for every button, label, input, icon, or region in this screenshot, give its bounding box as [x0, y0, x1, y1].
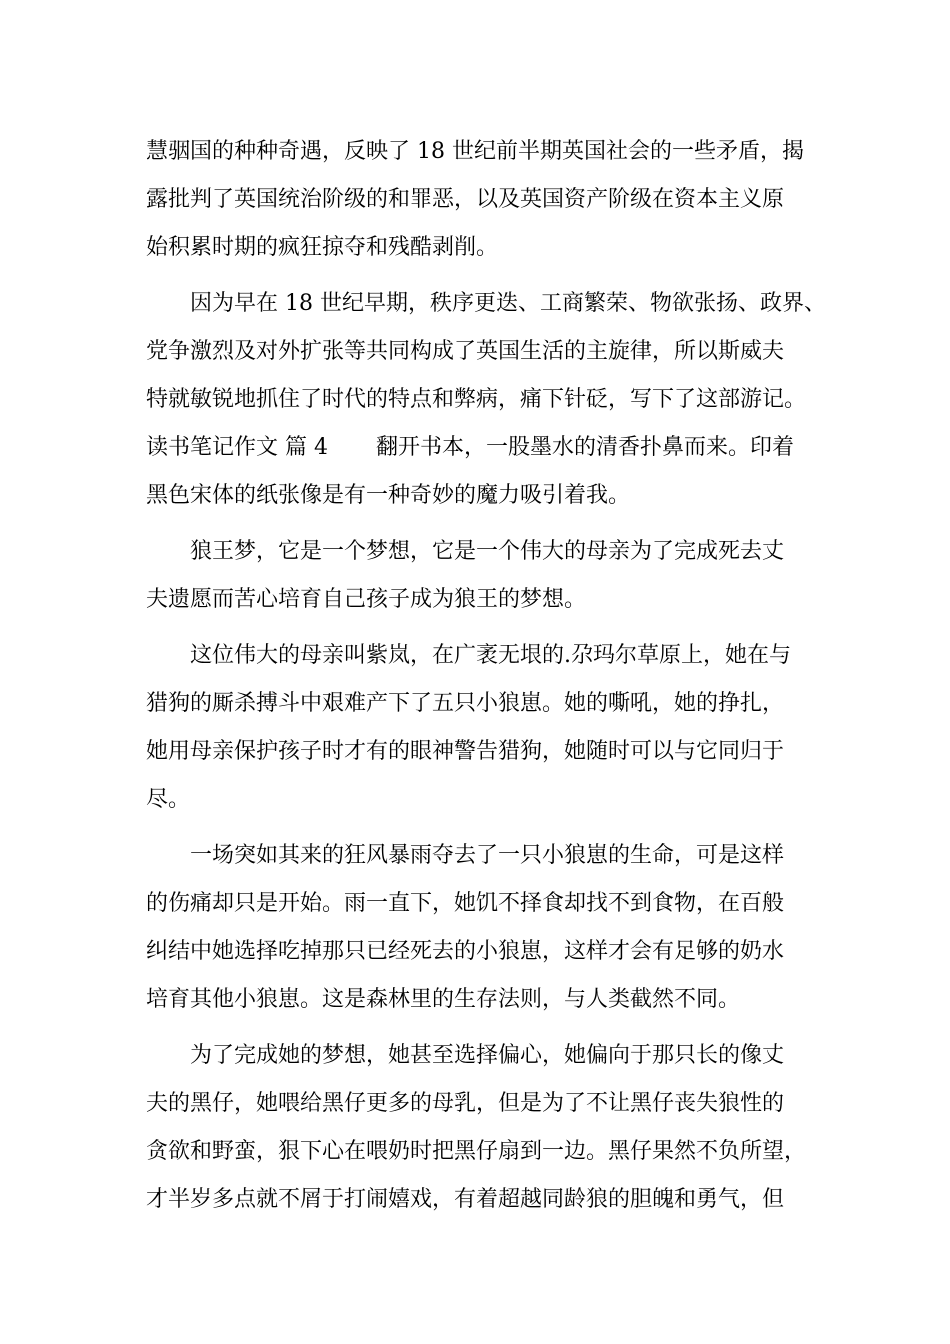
paragraph-line: 特就敏锐地抓住了时代的特点和弊病，痛下针砭，写下了这部游记。 [146, 387, 807, 412]
paragraph-line: 露批判了英国统治阶级的和罪恶，以及英国资产阶级在资本主义原 [146, 187, 785, 212]
paragraph-line: 慧骃国的种种奇遇，反映了 18 世纪前半期英国社会的一些矛盾，揭 [146, 139, 804, 164]
paragraph-line: 的伤痛却只是开始。雨一直下，她饥不择食却找不到食物，在百般 [146, 891, 785, 916]
paragraph-line: 尽。 [146, 787, 191, 812]
paragraph-line: 夫的黑仔，她喂给黑仔更多的母乳，但是为了不让黑仔丧失狼性的 [146, 1091, 785, 1116]
paragraph-line: 才半岁多点就不屑于打闹嬉戏，有着超越同龄狼的胆魄和勇气，但 [146, 1187, 785, 1212]
paragraph-line: 因为早在 18 世纪早期，秩序更迭、工商繁荣、物欲张扬、政界、 [190, 291, 826, 316]
paragraph-line: 贪欲和野蛮，狠下心在喂奶时把黑仔扇到一边。黑仔果然不负所望， [146, 1139, 807, 1164]
paragraph-line: 培育其他小狼崽。这是森林里的生存法则，与人类截然不同。 [146, 987, 741, 1012]
paragraph-line: 一场突如其来的狂风暴雨夺去了一只小狼崽的生命，可是这样 [190, 843, 785, 868]
paragraph-first-line: 翻开书本，一股墨水的清香扑鼻而来。印着 [375, 435, 794, 460]
paragraph-line: 黑色宋体的纸张像是有一种奇妙的魔力吸引着我。 [146, 483, 631, 508]
section-heading: 读书笔记作文 篇 4 [146, 435, 328, 460]
paragraph-line: 她用母亲保护孩子时才有的眼神警告猎狗，她随时可以与它同归于 [146, 739, 785, 764]
paragraph-line: 这位伟大的母亲叫紫岚，在广袤无垠的.尕玛尔草原上，她在与 [190, 643, 791, 668]
paragraph-line: 党争激烈及对外扩张等共同构成了英国生活的主旋律，所以斯威夫 [146, 339, 785, 364]
paragraph-line: 为了完成她的梦想，她甚至选择偏心，她偏向于那只长的像丈 [190, 1043, 785, 1068]
paragraph-line: 夫遗愿而苦心培育自己孩子成为狼王的梦想。 [146, 587, 587, 612]
paragraph-line: 狼王梦，它是一个梦想，它是一个伟大的母亲为了完成死去丈 [190, 539, 785, 564]
paragraph-line: 纠结中她选择吃掉那只已经死去的小狼崽，这样才会有足够的奶水 [146, 939, 785, 964]
paragraph-line: 始积累时期的疯狂掠夺和残酷剥削。 [146, 235, 499, 260]
heading-line [146, 424, 794, 472]
paragraph-line: 猎狗的厮杀搏斗中艰难产下了五只小狼崽。她的嘶吼，她的挣扎， [146, 691, 785, 716]
